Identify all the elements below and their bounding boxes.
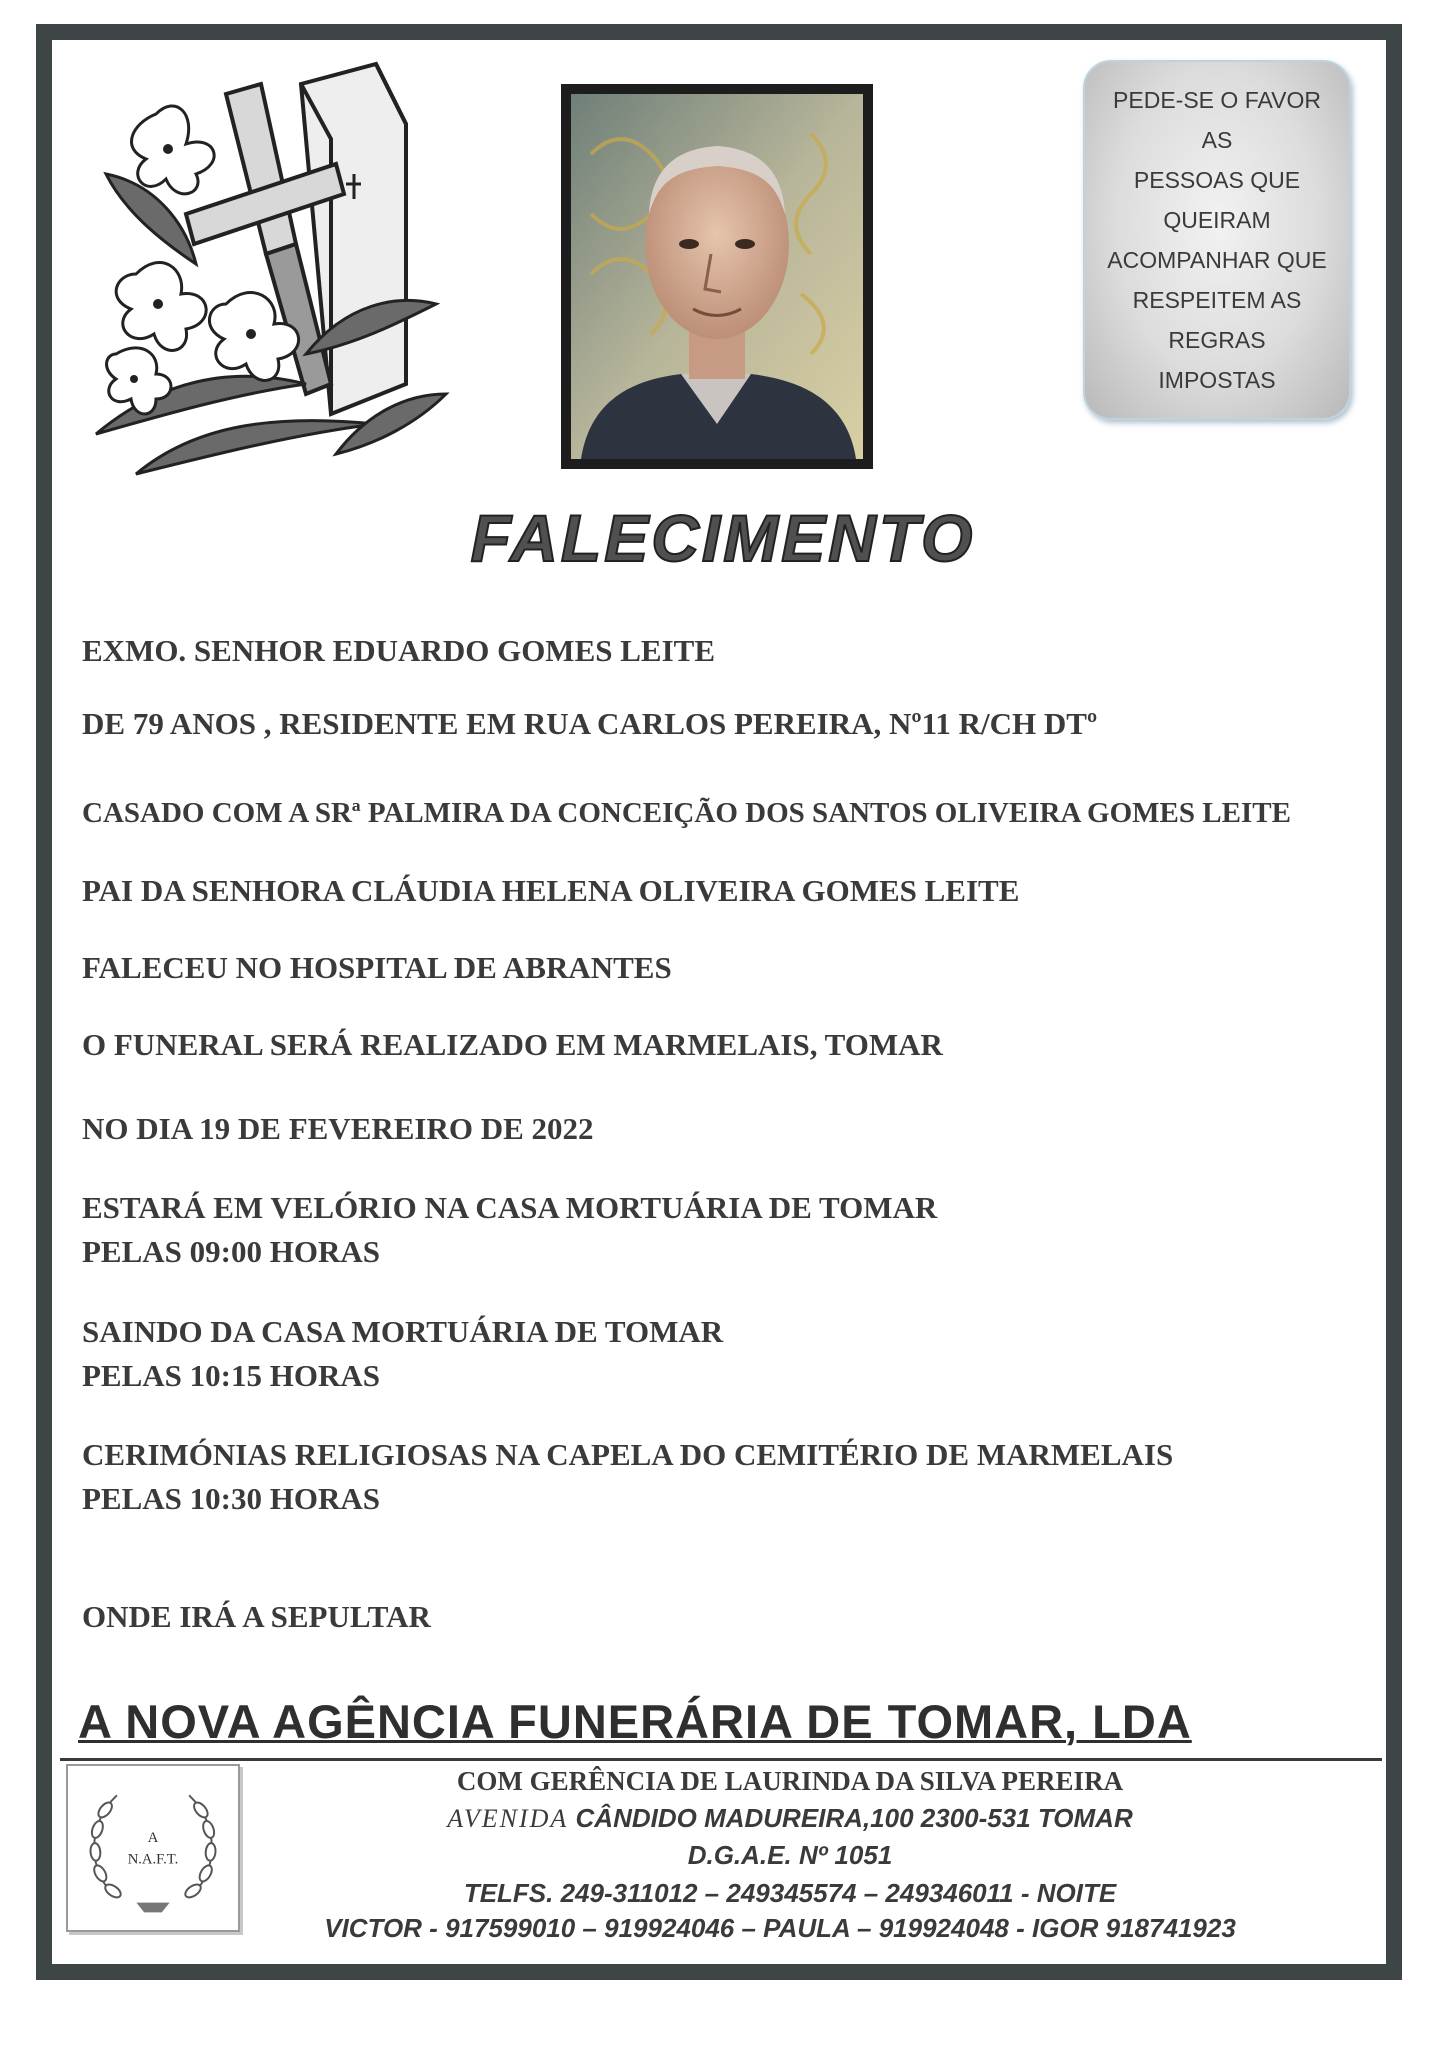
address-prefix: AVENIDA <box>447 1804 569 1833</box>
seal-letter: A <box>147 1830 159 1847</box>
wake-time-line: PELAS 09:00 HORAS <box>82 1234 380 1269</box>
portrait-photo <box>561 84 873 469</box>
page-title: FALECIMENTO <box>470 501 976 575</box>
portrait-image <box>571 94 863 459</box>
agency-seal <box>66 1764 240 1932</box>
age-residence: DE 79 ANOS , RESIDENTE EM RUA CARLOS PEREIRA, Nº11 R/CH DTº <box>82 706 1098 741</box>
departure-line: SAINDO DA CASA MORTUÁRIA DE TOMAR <box>82 1314 724 1349</box>
dgae-line: D.G.A.E. Nº 1051 <box>687 1840 893 1870</box>
daughter-line: PAI DA SENHORA CLÁUDIA HELENA OLIVEIRA GOMES LEITE <box>82 873 1020 908</box>
cross-book-lilies-icon <box>76 54 456 484</box>
departure-time-line: PELAS 10:15 HORAS <box>82 1358 380 1393</box>
seal-initials: N.A.F.T. <box>127 1851 179 1868</box>
death-place-line: FALECEU NO HOSPITAL DE ABRANTES <box>82 950 672 985</box>
burial-line: ONDE IRÁ A SEPULTAR <box>82 1599 431 1634</box>
laurel-wreath-icon <box>68 1766 238 1930</box>
funeral-place-line: O FUNERAL SERÁ REALIZADO EM MARMELAIS, TOMAR <box>82 1027 943 1062</box>
address-line <box>220 1803 1360 1834</box>
notice-box <box>1083 60 1351 420</box>
management-line: COM GERÊNCIA DE LAURINDA DA SILVA PEREIRA <box>456 1766 1124 1796</box>
spouse-line: CASADO COM A SRª PALMIRA DA CONCEIÇÃO DOS SANTOS OLIVEIRA GOMES LEITE <box>82 797 1291 829</box>
funeral-date-line: NO DIA 19 DE FEVEREIRO DE 2022 <box>82 1111 594 1146</box>
agency-name: A NOVA AGÊNCIA FUNERÁRIA DE TOMAR, LDA <box>78 1695 1192 1748</box>
contacts-line: VICTOR - 917599010 – 919924046 – PAULA – 919924048 - IGOR 918741923 <box>324 1913 1236 1943</box>
wake-line: ESTARÁ EM VELÓRIO NA CASA MORTUÁRIA DE TOMAR <box>82 1190 938 1225</box>
address-text: CÂNDIDO MADUREIRA,100 2300-531 TOMAR <box>575 1803 1133 1833</box>
phones-line: TELFS. 249-311012 – 249345574 – 249346011 - NOITE <box>463 1878 1117 1908</box>
ceremony-line: CERIMÓNIAS RELIGIOSAS NA CAPELA DO CEMITÉRIO DE MARMELAIS <box>82 1437 1174 1472</box>
ceremony-time-line: PELAS 10:30 HORAS <box>82 1481 380 1516</box>
deceased-name: EXMO. SENHOR EDUARDO GOMES LEITE <box>82 633 716 668</box>
notice-text: PEDE-SE O FAVOR AS PESSOAS QUE QUEIRAM ACOMPANHAR QUE RESPEITEM AS REGRAS IMPOSTAS <box>1107 87 1327 393</box>
divider <box>60 1758 1382 1761</box>
